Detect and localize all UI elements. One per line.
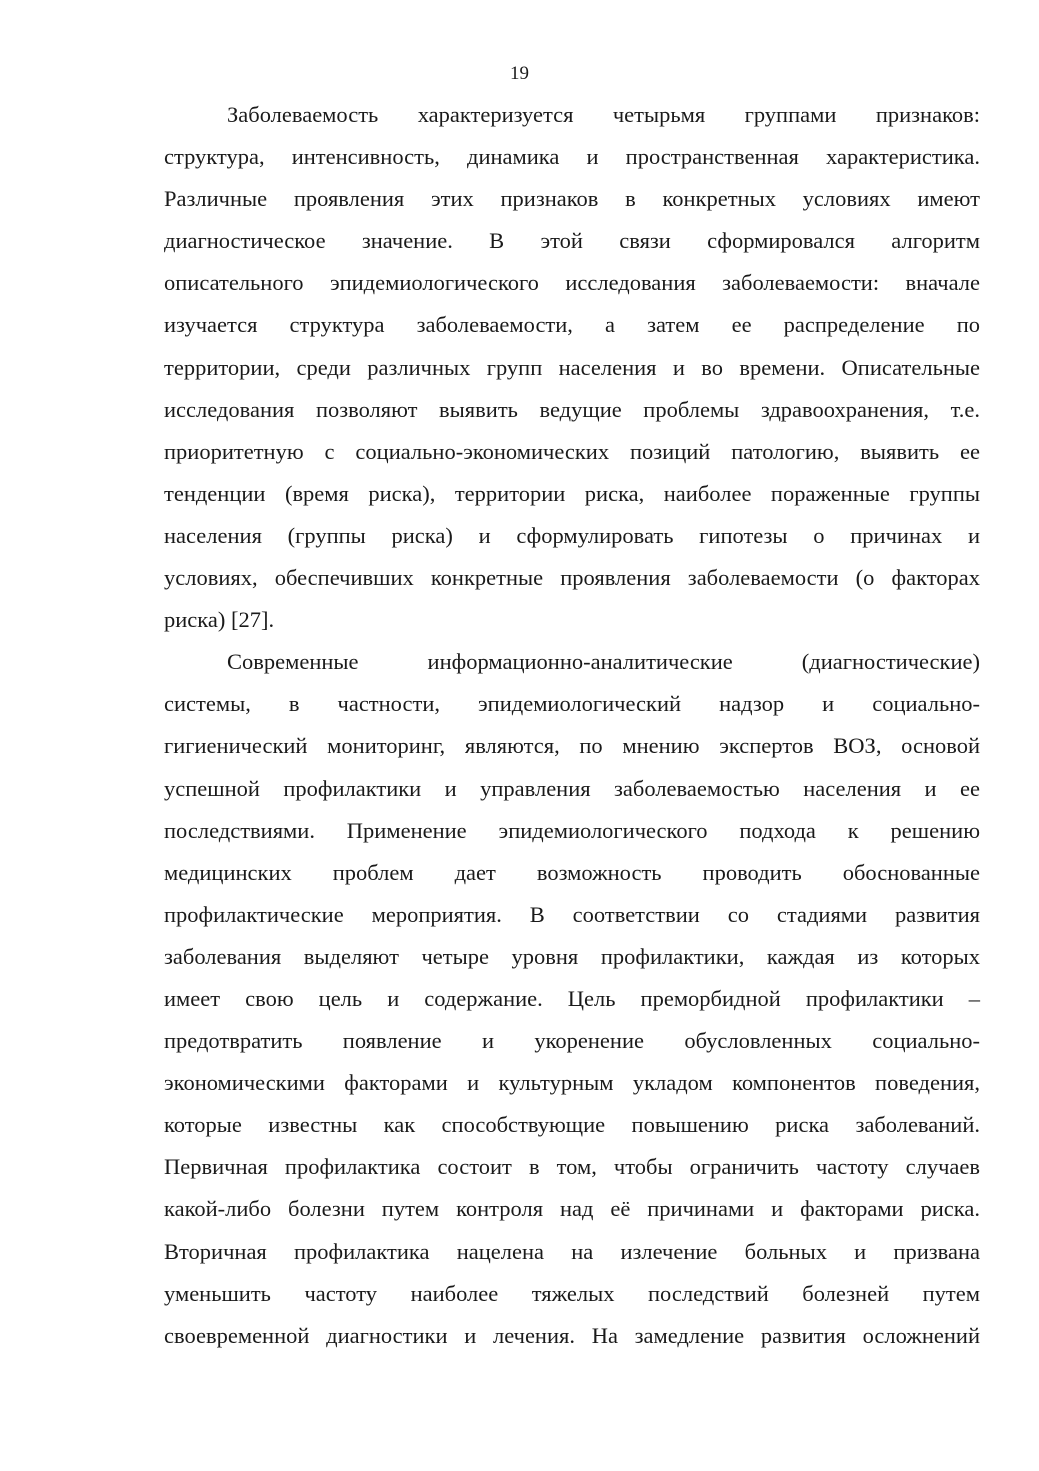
- text-line: Вторичная профилактика нацелена на излечение больных и призвана: [164, 1238, 980, 1264]
- paragraph-1: [164, 94, 980, 641]
- text-line: тенденции (время риска), территории риска, наиболее пораженные группы: [164, 480, 980, 506]
- page-number: 19: [510, 63, 529, 84]
- text-line: какой-либо болезни путем контроля над её причинами и факторами риска.: [164, 1196, 980, 1222]
- text-line: Заболеваемость характеризуется четырьмя группами признаков:: [227, 102, 980, 127]
- text-line: населения (группы риска) и сформулировать гипотезы о причинах и: [164, 522, 980, 548]
- text-line: медицинских проблем дает возможность проводить обоснованные: [164, 859, 980, 885]
- text-line: описательного эпидемиологического исследования заболеваемости: вначале: [164, 270, 980, 296]
- text-line: структура, интенсивность, динамика и пространственная характеристика.: [164, 144, 980, 170]
- text-line: которые известны как способствующие повышению риска заболеваний.: [164, 1112, 980, 1138]
- text-line: Первичная профилактика состоит в том, чтобы ограничить частоту случаев: [164, 1154, 980, 1180]
- text-line: диагностическое значение. В этой связи сформировался алгоритм: [164, 228, 980, 254]
- text-line: системы, в частности, эпидемиологический надзор и социально-: [164, 691, 980, 717]
- document-body: [164, 94, 980, 1357]
- text-line: изучается структура заболеваемости, а затем ее распределение по: [164, 312, 980, 338]
- text-line: гигиенический мониторинг, являются, по мнению экспертов ВОЗ, основой: [164, 733, 980, 759]
- text-line: условиях, обеспечивших конкретные проявления заболеваемости (о факторах: [164, 565, 980, 591]
- text-line: уменьшить частоту наиболее тяжелых последствий болезней путем: [164, 1280, 980, 1306]
- text-line: исследования позволяют выявить ведущие проблемы здравоохранения, т.е.: [164, 396, 980, 422]
- paragraph-2: [164, 641, 980, 1357]
- text-line: заболевания выделяют четыре уровня профилактики, каждая из которых: [164, 943, 980, 969]
- text-line: успешной профилактики и управления заболеваемостью населения и ее: [164, 775, 980, 801]
- text-line: Различные проявления этих признаков в конкретных условиях имеют: [164, 186, 980, 212]
- text-line: территории, среди различных групп населения и во времени. Описательные: [164, 354, 980, 380]
- text-line: приоритетную с социально-экономических позиций патологию, выявить ее: [164, 438, 980, 464]
- text-line: имеет свою цель и содержание. Цель преморбидной профилактики –: [164, 985, 980, 1011]
- text-line: риска) [27].: [164, 607, 275, 633]
- text-line: профилактические мероприятия. В соответствии со стадиями развития: [164, 901, 980, 927]
- text-line: своевременной диагностики и лечения. На замедление развития осложнений: [164, 1322, 980, 1348]
- text-line: экономическими факторами и культурным укладом компонентов поведения,: [164, 1070, 980, 1096]
- text-line: Современные информационно-аналитические (диагностические): [227, 649, 980, 675]
- text-line: предотвратить появление и укоренение обусловленных социально-: [164, 1028, 980, 1054]
- text-line: последствиями. Применение эпидемиологического подхода к решению: [164, 817, 980, 843]
